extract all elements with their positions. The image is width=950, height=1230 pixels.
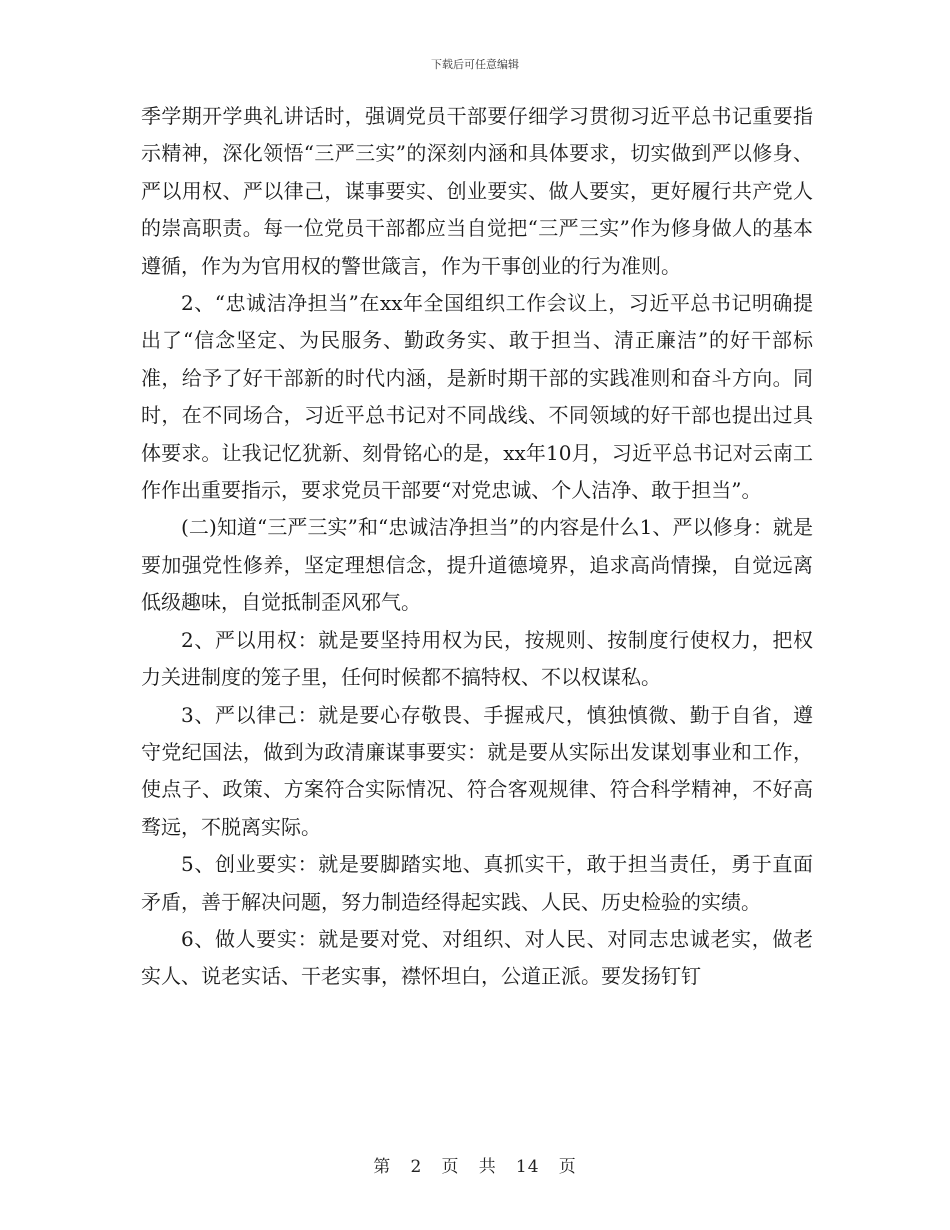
- paragraph-1: 季学期开学典礼讲话时，强调党员干部要仔细学习贯彻习近平总书记重要指示精神，深化领悟“三严三实”的深刻内涵和具体要求，切实做到严以修身、严以用权、严以律己，谋事要实、创业要实、做人要实，更好履行共产党人的崇高职责。每一位党员干部都应当自觉把“三严三实”作为修身做人的基本遵循，作为为官用权的警世箴言，作为干事创业的行为准则。: [141, 104, 813, 278]
- paragraph-7: 6、做人要实：就是要对党、对组织、对人民、对同志忠诚老实，做老实人、说老实话、干老实事，襟怀坦白，公道正派。要发扬钉钉: [141, 926, 813, 989]
- paragraph-4: 2、严以用权：就是要坚持用权为民，按规则、按制度行使权力，把权力关进制度的笼子里，任何时候都不搞特权、不以权谋私。: [141, 627, 813, 690]
- footer-current-page: 2: [410, 1157, 423, 1177]
- paragraph-3: (二)知道“三严三实”和“忠诚洁净担当”的内容是什么1、严以修身：就是要加强党性修养，坚定理想信念，提升道德境界，追求高尚情操，自觉远离低级趣味，自觉抵制歪风邪气。: [141, 515, 813, 615]
- paragraph-5: 3、严以律己：就是要心存敬畏、手握戒尺，慎独慎微、勤于自省，遵守党纪国法，做到为政清廉谋事要实：就是要从实际出发谋划事业和工作，使点子、政策、方案符合实际情况、符合客观规律、符合科学精神，不好高骛远，不脱离实际。: [141, 702, 813, 839]
- footer-label-total-unit: 页: [558, 1157, 577, 1177]
- page-footer: [0, 1152, 950, 1177]
- page-header: 下载后可任意编辑: [431, 58, 519, 71]
- footer-total-pages: 14: [515, 1157, 540, 1177]
- document-body: [141, 98, 813, 996]
- footer-label-page: 第: [373, 1157, 392, 1177]
- paragraph-6: 5、创业要实：就是要脚踏实地、真抓实干，敢于担当责任，勇于直面矛盾，善于解决问题，努力制造经得起实践、人民、历史检验的实绩。: [141, 852, 813, 914]
- footer-label-total: 共: [478, 1157, 497, 1177]
- footer-label-page-unit: 页: [441, 1157, 460, 1177]
- paragraph-2: 2、“忠诚洁净担当”在xx年全国组织工作会议上，习近平总书记明确提出了“信念坚定、为民服务、勤政务实、敢于担当、清正廉洁”的好干部标准，给予了好干部新的时代内涵，是新时期干部的实践准则和奋斗方向。同时，在不同场合，习近平总书记对不同战线、不同领域的好干部也提出过具体要求。让我记忆犹新、刻骨铭心的是，xx年10月，习近平总书记对云南工作作出重要指示，要求党员干部要“对党忠诚、个人洁净、敢于担当”。: [141, 291, 813, 503]
